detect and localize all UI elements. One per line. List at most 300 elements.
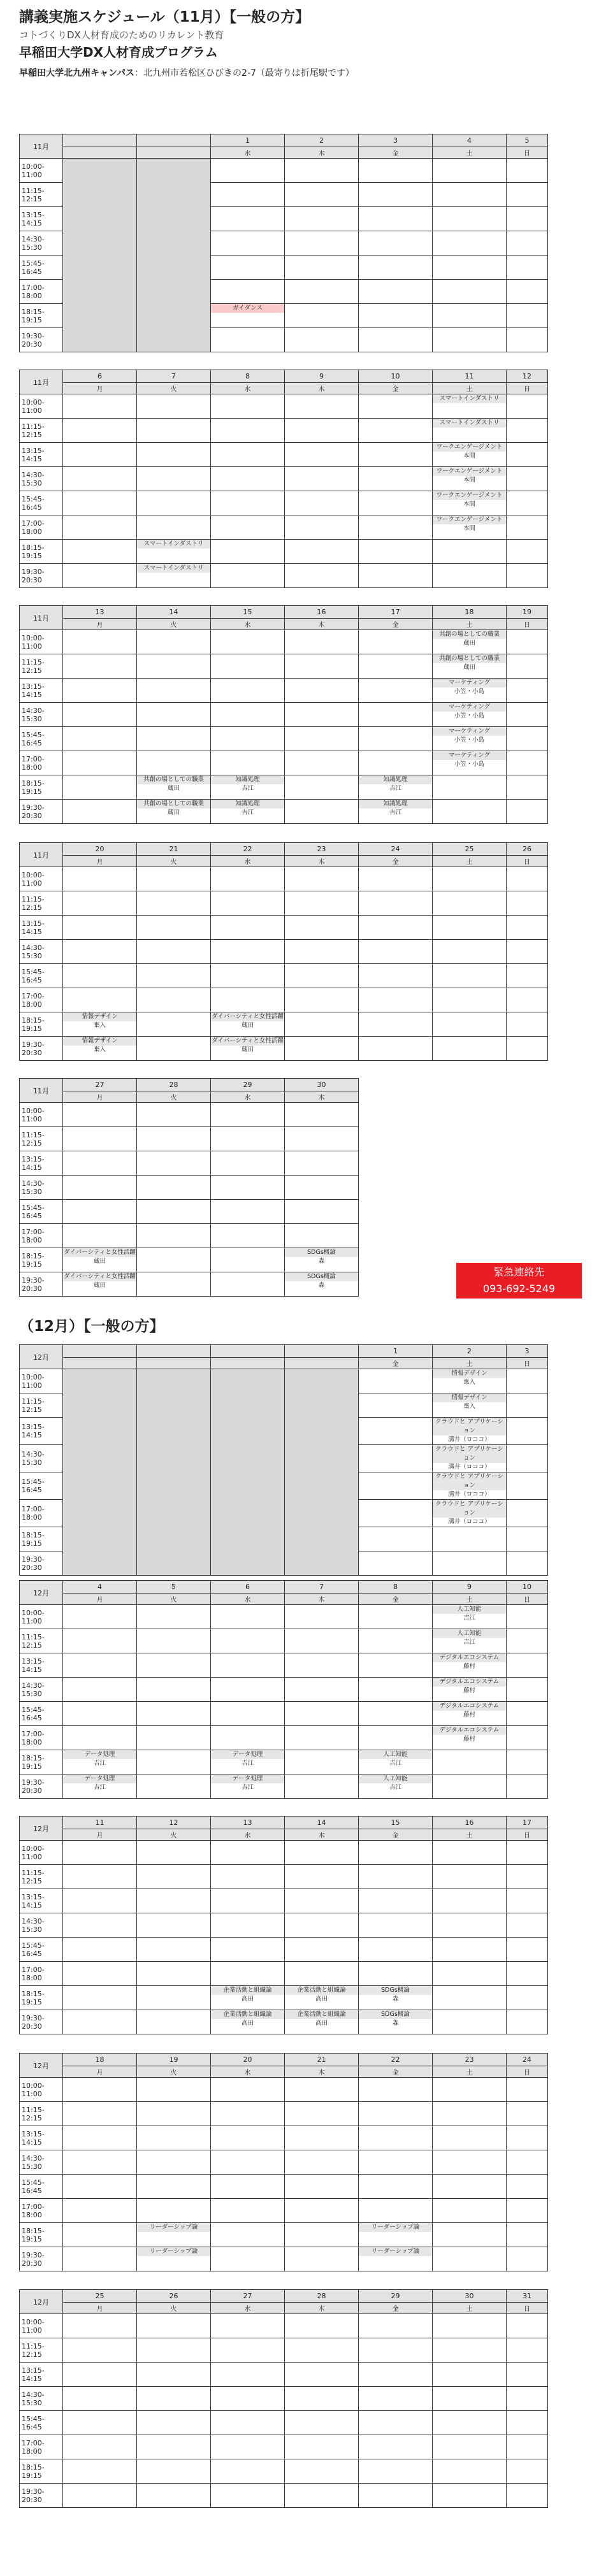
schedule-cell	[137, 467, 211, 491]
date-cell: 6	[63, 370, 137, 383]
schedule-cell	[285, 1726, 359, 1750]
schedule-cell	[63, 2435, 137, 2459]
schedule-cell	[211, 1151, 285, 1176]
contact-phone: 093-692-5249	[482, 1283, 556, 1295]
lecture-title: 人工知能	[433, 1605, 506, 1614]
schedule-cell	[507, 2150, 548, 2175]
lecture-event	[211, 775, 284, 799]
date-cell: 29	[211, 1079, 285, 1091]
lecture-event	[433, 491, 506, 515]
lecture-event	[211, 1750, 284, 1774]
weekday-cell: 金	[359, 619, 433, 630]
lecture-title: 情報デザイン	[433, 1393, 506, 1402]
schedule-cell	[359, 1445, 433, 1472]
lecture-title: ダイバーシティと女性活躍	[212, 1037, 284, 1044]
weekday-cell	[137, 1358, 211, 1369]
time-label: 17:00-18:00	[20, 751, 63, 775]
date-cell: 6	[211, 1581, 285, 1594]
schedule-cell	[63, 1938, 137, 1962]
schedule-cell	[137, 491, 211, 515]
time-slot-row	[20, 867, 548, 891]
schedule-cell	[507, 1037, 548, 1061]
weekday-cell: 水	[211, 856, 285, 867]
schedule-cell	[507, 1629, 548, 1653]
lecturer-name: 本間	[463, 525, 475, 532]
lecture-title: スマートインダストリ	[137, 540, 210, 549]
schedule-cell	[137, 419, 211, 443]
time-slot-row	[20, 1938, 548, 1962]
schedule-cell	[285, 1962, 359, 1986]
date-cell: 27	[63, 1079, 137, 1091]
schedule-cell	[433, 2363, 507, 2387]
lecture-title: マーケティング	[433, 703, 506, 712]
time-slot-row	[20, 751, 548, 775]
schedule-cell	[211, 467, 285, 491]
schedule-cell	[285, 328, 359, 352]
weekday-cell: 日	[507, 856, 548, 867]
schedule-cell	[211, 1224, 285, 1248]
lecture-event	[211, 800, 284, 823]
schedule-cell	[285, 2175, 359, 2199]
date-cell	[211, 1345, 285, 1358]
lecture-title: 共創の場としての職業	[433, 630, 506, 639]
schedule-cell	[359, 867, 433, 891]
schedule-cell	[285, 1702, 359, 1726]
schedule-cell	[433, 1037, 507, 1061]
schedule-cell	[211, 1248, 285, 1272]
calendar-table	[19, 1078, 359, 1297]
time-label: 19:30-20:30	[20, 1272, 63, 1297]
date-cell: 3	[359, 134, 433, 147]
lecture-title: クラウドと アプリケーション	[433, 1472, 506, 1490]
time-slot-row	[20, 467, 548, 491]
lecture-title: スマートインダストリ	[137, 564, 210, 573]
time-label: 14:30-15:30	[20, 1176, 63, 1200]
lecture-title: リーダーシップ論	[137, 2223, 210, 2232]
time-label: 18:15-19:15	[20, 1986, 63, 2010]
schedule-cell	[211, 564, 285, 588]
schedule-cell	[359, 1702, 433, 1726]
time-slot-row	[20, 2223, 548, 2247]
schedule-cell	[359, 2484, 433, 2508]
unavailable-cell	[137, 1369, 211, 1576]
lecture-event	[359, 2010, 432, 2034]
schedule-cell	[137, 443, 211, 467]
lecture-title: マーケティング	[433, 679, 506, 687]
time-slot-row	[20, 1605, 548, 1629]
schedule-cell	[63, 2102, 137, 2126]
lecturer-name: 蔵田	[167, 809, 180, 816]
schedule-cell	[63, 964, 137, 988]
date-cell: 4	[63, 1581, 137, 1594]
schedule-cell	[285, 2314, 359, 2338]
schedule-cell	[285, 703, 359, 727]
date-cell	[285, 1345, 359, 1358]
lecturer-name: 蔵田	[463, 640, 475, 647]
lecture-title: ワークエンゲージメント	[433, 491, 506, 500]
schedule-cell	[433, 2102, 507, 2126]
schedule-cell	[507, 1962, 548, 1986]
schedule-cell	[285, 2102, 359, 2126]
schedule-cell	[433, 491, 507, 515]
schedule-cell	[63, 2411, 137, 2435]
schedule-cell	[359, 964, 433, 988]
schedule-cell	[63, 564, 137, 588]
schedule-cell	[507, 727, 548, 751]
time-label: 14:30-15:30	[20, 467, 63, 491]
lecture-event	[359, 1774, 432, 1798]
schedule-cell	[211, 1962, 285, 1986]
schedule-cell	[63, 1841, 137, 1865]
schedule-cell	[63, 1224, 137, 1248]
schedule-cell	[507, 1702, 548, 1726]
weekday-cell: 木	[285, 1091, 359, 1103]
lecturer-name: 藤村	[463, 1736, 475, 1743]
schedule-cell	[137, 800, 211, 824]
schedule-cell	[359, 1726, 433, 1750]
schedule-cell	[433, 443, 507, 467]
schedule-cell	[359, 940, 433, 964]
schedule-cell	[359, 515, 433, 540]
contact-label: 緊急連絡先	[493, 1266, 545, 1278]
schedule-cell	[285, 2459, 359, 2484]
calendar-week	[19, 134, 582, 352]
schedule-cell	[359, 1551, 433, 1576]
time-slot-row	[20, 1889, 548, 1913]
time-slot-row	[20, 727, 548, 751]
schedule-cell	[63, 394, 137, 419]
date-cell: 2	[285, 134, 359, 147]
date-cell: 24	[359, 843, 433, 856]
time-label: 17:00-18:00	[20, 1500, 63, 1527]
time-slot-row	[20, 1103, 359, 1127]
time-slot-row	[20, 1702, 548, 1726]
date-cell: 15	[359, 1817, 433, 1829]
schedule-cell	[433, 988, 507, 1012]
lecture-event	[63, 1750, 136, 1774]
calendar-table	[19, 2053, 548, 2271]
unavailable-cell	[137, 159, 211, 352]
time-label: 15:45-16:45	[20, 1702, 63, 1726]
time-label: 10:00-11:00	[20, 2078, 63, 2102]
schedule-cell	[211, 231, 285, 255]
schedule-cell	[63, 2175, 137, 2199]
schedule-cell	[211, 280, 285, 304]
schedule-cell	[211, 1865, 285, 1889]
schedule-cell	[285, 183, 359, 207]
time-slot-row	[20, 491, 548, 515]
date-cell: 7	[285, 1581, 359, 1594]
schedule-cell	[359, 328, 433, 352]
weekday-cell: 月	[63, 2303, 137, 2314]
lecture-event	[359, 775, 432, 799]
schedule-cell	[433, 255, 507, 280]
weekday-cell: 日	[507, 1358, 548, 1369]
schedule-cell	[507, 467, 548, 491]
schedule-cell	[285, 867, 359, 891]
time-label: 17:00-18:00	[20, 2199, 63, 2223]
time-slot-row	[20, 1248, 359, 1272]
time-slot-row	[20, 654, 548, 679]
page-title: 講義実施スケジュール（11月）【一般の方】	[19, 9, 310, 25]
time-slot-row	[20, 159, 548, 183]
time-label: 14:30-15:30	[20, 1913, 63, 1938]
schedule-cell	[359, 467, 433, 491]
time-label: 19:30-20:30	[20, 800, 63, 824]
schedule-cell	[507, 2175, 548, 2199]
schedule-cell	[137, 654, 211, 679]
schedule-cell	[211, 1986, 285, 2010]
time-slot-row	[20, 2175, 548, 2199]
schedule-cell	[211, 2363, 285, 2387]
schedule-cell	[433, 2411, 507, 2435]
schedule-cell	[211, 1913, 285, 1938]
lecturer-name: 本間	[463, 452, 475, 459]
time-label: 15:45-16:45	[20, 1938, 63, 1962]
month-label: 11月	[20, 1079, 63, 1103]
schedule-cell	[507, 1774, 548, 1799]
schedule-cell	[285, 2411, 359, 2435]
date-cell: 27	[211, 2290, 285, 2303]
weekday-cell	[63, 1358, 137, 1369]
time-slot-row	[20, 2411, 548, 2435]
lecture-event	[285, 1248, 358, 1272]
weekday-cell: 金	[359, 2303, 433, 2314]
time-slot-row	[20, 703, 548, 727]
schedule-cell	[433, 679, 507, 703]
date-cell: 16	[433, 1817, 507, 1829]
schedule-cell	[285, 1272, 359, 1297]
lecturer-name: 小笠・小島	[454, 688, 485, 695]
time-slot-row	[20, 2247, 548, 2271]
schedule-cell	[137, 1774, 211, 1799]
schedule-cell	[63, 1986, 137, 2010]
date-cell: 10	[359, 370, 433, 383]
schedule-cell	[211, 630, 285, 654]
time-slot-row	[20, 1986, 548, 2010]
schedule-cell	[507, 1369, 548, 1393]
schedule-cell	[359, 679, 433, 703]
lecturer-name: 森	[318, 1258, 325, 1265]
date-cell: 26	[137, 2290, 211, 2303]
lecture-title: ワークエンゲージメント	[433, 515, 506, 524]
time-label: 15:45-16:45	[20, 964, 63, 988]
time-slot-row	[20, 1200, 359, 1224]
schedule-cell	[211, 183, 285, 207]
month-label: 12月	[20, 1817, 63, 1841]
schedule-cell	[433, 727, 507, 751]
time-label: 14:30-15:30	[20, 2387, 63, 2411]
time-label: 14:30-15:30	[20, 231, 63, 255]
schedule-cell	[507, 1393, 548, 1418]
schedule-cell	[63, 2314, 137, 2338]
schedule-cell	[211, 2126, 285, 2150]
schedule-cell	[433, 1938, 507, 1962]
lecturer-name: 森	[392, 1996, 399, 2003]
schedule-cell	[285, 159, 359, 183]
time-label: 13:15-14:15	[20, 1418, 63, 1445]
schedule-cell	[285, 540, 359, 564]
unavailable-cell	[63, 159, 137, 352]
date-cell: 28	[137, 1079, 211, 1091]
weekday-cell: 金	[359, 1594, 433, 1605]
time-slot-row	[20, 679, 548, 703]
date-cell: 19	[507, 606, 548, 619]
schedule-cell	[359, 1865, 433, 1889]
schedule-cell	[433, 654, 507, 679]
schedule-cell	[507, 2459, 548, 2484]
schedule-cell	[507, 491, 548, 515]
lecture-title: クラウドと アプリケーション	[433, 1418, 506, 1436]
schedule-cell	[137, 679, 211, 703]
schedule-cell	[63, 1103, 137, 1127]
date-cell: 25	[63, 2290, 137, 2303]
schedule-cell	[137, 2435, 211, 2459]
schedule-cell	[285, 940, 359, 964]
schedule-cell	[507, 2484, 548, 2508]
schedule-cell	[63, 1889, 137, 1913]
schedule-cell	[63, 2459, 137, 2484]
schedule-cell	[63, 2484, 137, 2508]
lecture-event	[433, 1472, 506, 1499]
time-label: 10:00-11:00	[20, 1103, 63, 1127]
time-label: 15:45-16:45	[20, 727, 63, 751]
schedule-cell	[433, 2199, 507, 2223]
lecturer-name: 藤村	[463, 1687, 475, 1694]
lecture-event	[63, 1012, 136, 1036]
weekday-cell	[285, 1358, 359, 1369]
time-label: 19:30-20:30	[20, 2247, 63, 2271]
schedule-cell	[433, 1472, 507, 1500]
schedule-cell	[137, 540, 211, 564]
lecture-event	[137, 540, 210, 563]
schedule-cell	[285, 2435, 359, 2459]
lecture-title: ダイバーシティと女性活躍	[212, 1013, 284, 1020]
time-label: 18:15-19:15	[20, 540, 63, 564]
time-slot-row	[20, 1750, 548, 1774]
schedule-cell	[359, 2078, 433, 2102]
schedule-cell	[433, 1012, 507, 1037]
schedule-cell	[211, 2387, 285, 2411]
schedule-cell	[433, 1913, 507, 1938]
weekday-cell: 火	[137, 1091, 211, 1103]
schedule-cell	[137, 2387, 211, 2411]
schedule-cell	[433, 2223, 507, 2247]
lecture-title: 情報デザイン	[63, 1012, 136, 1021]
lecture-event	[433, 727, 506, 751]
schedule-cell	[137, 1726, 211, 1750]
schedule-cell	[433, 964, 507, 988]
lecturer-name: 棄入	[463, 1379, 475, 1386]
schedule-cell	[359, 727, 433, 751]
date-cell: 21	[285, 2054, 359, 2066]
schedule-cell	[211, 2484, 285, 2508]
lecturer-name: 溝井（ロココ）	[448, 1491, 491, 1498]
time-slot-row	[20, 1151, 359, 1176]
lecturer-name: 吉江	[93, 1784, 106, 1791]
weekday-cell: 日	[507, 1829, 548, 1841]
schedule-cell	[211, 1841, 285, 1865]
lecture-title: デジタルエコシステム	[433, 1653, 506, 1662]
schedule-cell	[433, 2247, 507, 2271]
lecture-event	[433, 1678, 506, 1701]
lecture-event	[433, 1369, 506, 1393]
time-label: 14:30-15:30	[20, 940, 63, 964]
schedule-cell	[211, 2411, 285, 2435]
schedule-cell	[507, 443, 548, 467]
weekday-cell: 火	[137, 1829, 211, 1841]
schedule-cell	[211, 1750, 285, 1774]
schedule-cell	[433, 2387, 507, 2411]
lecture-title: データ処理	[63, 1750, 136, 1759]
schedule-cell	[433, 1750, 507, 1774]
lecturer-name: 吉江	[463, 1615, 475, 1622]
date-cell	[137, 134, 211, 147]
time-label: 14:30-15:30	[20, 1678, 63, 1702]
schedule-cell	[63, 703, 137, 727]
time-label: 13:15-14:15	[20, 1889, 63, 1913]
schedule-cell	[433, 1653, 507, 1678]
time-label: 10:00-11:00	[20, 867, 63, 891]
schedule-cell	[359, 2247, 433, 2271]
schedule-cell	[359, 443, 433, 467]
calendar-table	[19, 134, 548, 352]
lecture-title: 知識処理	[359, 800, 432, 809]
schedule-cell	[63, 2150, 137, 2175]
time-label: 11:15-12:15	[20, 183, 63, 207]
time-label: 11:15-12:15	[20, 1127, 63, 1151]
lecturer-name: 小笠・小島	[454, 712, 485, 719]
lecturer-name: 吉江	[93, 1760, 106, 1767]
schedule-cell	[507, 800, 548, 824]
schedule-cell	[63, 2387, 137, 2411]
schedule-cell	[285, 2199, 359, 2223]
weekday-cell: 水	[211, 2303, 285, 2314]
schedule-cell	[63, 515, 137, 540]
time-label: 17:00-18:00	[20, 1224, 63, 1248]
weekday-cell: 土	[433, 1594, 507, 1605]
date-cell: 5	[137, 1581, 211, 1594]
schedule-cell	[137, 1889, 211, 1913]
weekday-cell: 木	[285, 856, 359, 867]
time-label: 13:15-14:15	[20, 916, 63, 940]
weekday-cell: 日	[507, 619, 548, 630]
schedule-cell	[359, 280, 433, 304]
weekday-cell: 火	[137, 383, 211, 394]
weekday-cell: 火	[137, 2303, 211, 2314]
time-label: 10:00-11:00	[20, 630, 63, 654]
month-label: 12月	[20, 1581, 63, 1605]
schedule-cell	[433, 1527, 507, 1551]
schedule-cell	[285, 1176, 359, 1200]
schedule-cell	[507, 1938, 548, 1962]
lecture-event	[211, 2010, 284, 2034]
schedule-cell	[63, 1962, 137, 1986]
time-label: 18:15-19:15	[20, 1248, 63, 1272]
month-label: 12月	[20, 2290, 63, 2314]
schedule-cell	[507, 515, 548, 540]
time-label: 19:30-20:30	[20, 2484, 63, 2508]
schedule-cell	[137, 1200, 211, 1224]
lecturer-name: 高田	[241, 2020, 254, 2027]
schedule-cell	[433, 916, 507, 940]
schedule-cell	[137, 775, 211, 800]
schedule-cell	[507, 231, 548, 255]
schedule-cell	[285, 1629, 359, 1653]
date-cell: 24	[507, 2054, 548, 2066]
time-slot-row	[20, 1913, 548, 1938]
lecture-event	[211, 1774, 284, 1798]
